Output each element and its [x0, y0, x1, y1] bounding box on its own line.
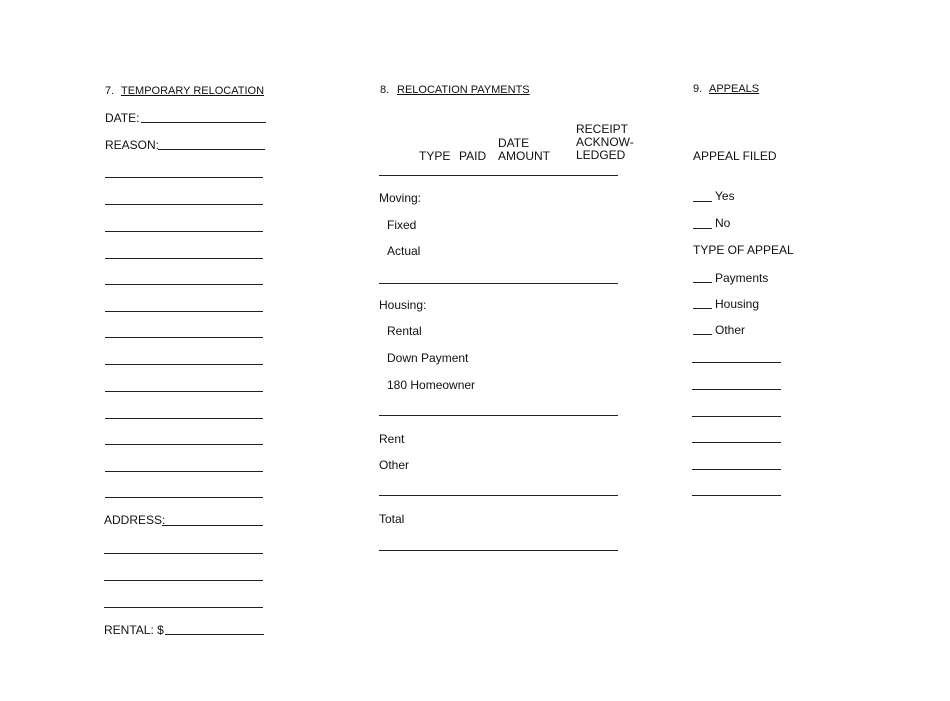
- date-field[interactable]: [141, 122, 266, 123]
- column-acknow: ACKNOW-: [576, 135, 634, 149]
- payments-label: Payments: [715, 271, 769, 285]
- appeal-filed-label: APPEAL FILED: [693, 149, 777, 163]
- rental-label: RENTAL: $: [104, 623, 164, 637]
- row-rent: Rent: [379, 432, 405, 446]
- reason-line[interactable]: [105, 418, 263, 419]
- rental-field[interactable]: [165, 634, 264, 635]
- appeal-line[interactable]: [692, 389, 781, 390]
- row-moving: Moving:: [379, 191, 422, 205]
- column-type: TYPE: [419, 149, 451, 163]
- appeal-line[interactable]: [692, 469, 781, 470]
- row-actual: Actual: [387, 244, 421, 258]
- row-housing: Housing:: [379, 298, 427, 312]
- reason-line[interactable]: [105, 204, 263, 205]
- section-9-number: 9.: [693, 83, 703, 95]
- row-down-payment: Down Payment: [387, 351, 469, 365]
- address-line[interactable]: [104, 607, 263, 608]
- other-rule: [379, 495, 618, 496]
- reason-line[interactable]: [105, 497, 263, 498]
- reason-line[interactable]: [105, 337, 263, 338]
- appeal-line[interactable]: [692, 495, 781, 496]
- row-homeowner: 180 Homeowner: [387, 378, 476, 392]
- reason-line[interactable]: [105, 311, 263, 312]
- address-label: ADDRESS:: [104, 513, 166, 527]
- address-line[interactable]: [104, 580, 263, 581]
- column-ledged: LEDGED: [576, 148, 626, 162]
- housing-label: Housing: [715, 297, 760, 311]
- section-9-title: APPEALS: [709, 83, 760, 95]
- payments-checkbox-line[interactable]: [693, 282, 712, 283]
- reason-line[interactable]: [105, 231, 263, 232]
- address-line[interactable]: [104, 553, 263, 554]
- yes-checkbox-line[interactable]: [693, 201, 712, 202]
- reason-line[interactable]: [105, 364, 263, 365]
- reason-label: REASON:: [105, 138, 160, 152]
- appeal-line[interactable]: [692, 362, 781, 363]
- row-fixed: Fixed: [387, 218, 417, 232]
- other-label: Other: [715, 323, 746, 337]
- reason-line[interactable]: [105, 284, 263, 285]
- moving-rule: [379, 283, 618, 284]
- no-label: No: [715, 216, 731, 230]
- reason-line[interactable]: [105, 444, 263, 445]
- type-of-appeal-label: TYPE OF APPEAL: [693, 243, 794, 257]
- section-8-title: RELOCATION PAYMENTS: [397, 84, 530, 96]
- row-rental: Rental: [387, 324, 422, 338]
- yes-label: Yes: [715, 189, 735, 203]
- housing-rule: [379, 415, 618, 416]
- address-field[interactable]: [162, 525, 263, 526]
- housing-checkbox-line[interactable]: [693, 308, 712, 309]
- total-rule: [379, 550, 618, 551]
- section-7-number: 7.: [105, 85, 115, 97]
- column-receipt: RECEIPT: [576, 122, 629, 136]
- row-other: Other: [379, 458, 410, 472]
- reason-line[interactable]: [105, 471, 263, 472]
- reason-line[interactable]: [105, 391, 263, 392]
- reason-field[interactable]: [158, 149, 265, 150]
- column-amount: AMOUNT: [498, 149, 550, 163]
- section-8-number: 8.: [380, 84, 390, 96]
- column-date: DATE: [498, 136, 530, 150]
- no-checkbox-line[interactable]: [693, 228, 712, 229]
- appeal-line[interactable]: [692, 416, 781, 417]
- appeal-line[interactable]: [692, 442, 781, 443]
- other-checkbox-line[interactable]: [693, 334, 712, 335]
- section-7-title: TEMPORARY RELOCATION: [121, 85, 265, 97]
- reason-line[interactable]: [105, 177, 263, 178]
- column-paid: PAID: [459, 149, 487, 163]
- date-label: DATE:: [105, 111, 140, 125]
- reason-line[interactable]: [105, 258, 263, 259]
- header-rule: [379, 175, 618, 176]
- row-total: Total: [379, 512, 405, 526]
